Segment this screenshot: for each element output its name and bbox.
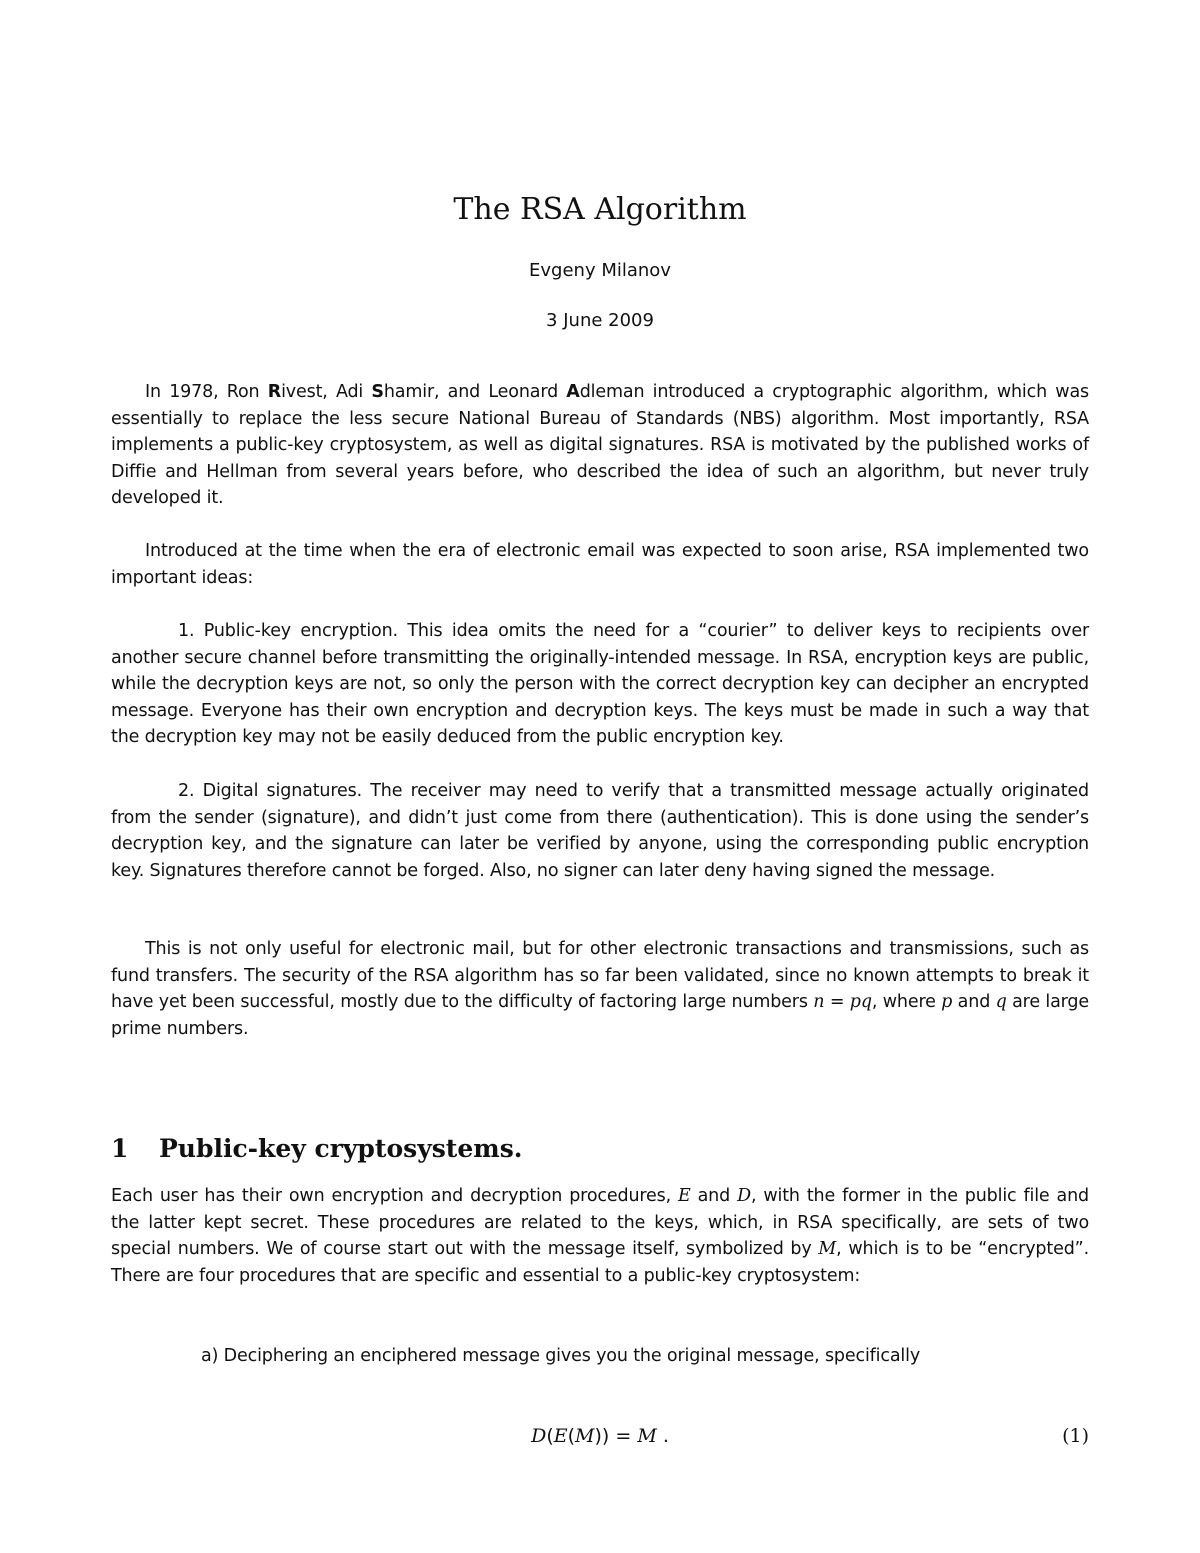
list-item-public-key-encryption: 1. Public-key encryption. This idea omits the need for a “courier” to deliver keys to recipients over another secure channel before transmitting the originally-intended message. In RSA, encryption keys are public, while the decryption keys are not, so only the person with the correct decryption key can decipher an encrypted message. Everyone has their own encryption and decryption keys. The keys must be made in such a way that the decryption key may not be easily deduced from the public encryption key.: [111, 621, 1089, 747]
publication-date: 3 June 2009: [546, 310, 654, 331]
section-heading: [111, 1132, 523, 1166]
list-item-a: a) Deciphering an enciphered message gives you the original message, specifically: [201, 1346, 921, 1366]
intro-paragraph-2: Introduced at the time when the era of electronic email was expected to soon arise, RSA implemented two important ideas:: [111, 541, 1089, 588]
equation-number: (1): [1062, 1425, 1089, 1447]
author-name: Evgeny Milanov: [529, 260, 671, 281]
section-paragraph-1: Each user has their own encryption and decryption procedures, E and D, with the former in the public file and the latter kept secret. These procedures are related to the keys, which, in RSA specifically, are sets of two special numbers. We of course start out with the message itself, symbolized by M, which is to be “encrypted”. There are four procedures that are specific and essential to a public-key cryptosystem:: [111, 1186, 1089, 1286]
section-title: Public-key cryptosystems.: [159, 1134, 523, 1163]
section-number: 1: [111, 1134, 129, 1163]
equation-1: D(E(M)) = M .: [531, 1425, 669, 1447]
paper-title: The RSA Algorithm: [453, 192, 747, 227]
intro-paragraph-1: In 1978, Ron Rivest, Adi Shamir, and Leonard Adleman introduced a cryptographic algorithm, which was essentially to replace the less secure National Bureau of Standards (NBS) algorithm. Most importantly, RSA implements a public-key cryptosystem, as well as digital signatures. RSA is motivated by the published works of Diffie and Hellman from several years before, who described the idea of such an algorithm, but never truly developed it.: [111, 382, 1090, 508]
intro-paragraph-3: This is not only useful for electronic mail, but for other electronic transactions and transmissions, such as fund transfers. The security of the RSA algorithm has so far been validated, since no known attempts to break it have yet been successful, mostly due to the difficulty of factoring large numbers n = pq, where p and q are large prime numbers.: [111, 939, 1089, 1039]
list-item-digital-signatures: 2. Digital signatures. The receiver may need to verify that a transmitted message actually originated from the sender (signature), and didn’t just come from there (authentication). This is done using the sender’s decryption key, and the signature can later be verified by anyone, using the corresponding public encryption key. Signatures therefore cannot be forged. Also, no signer can later deny having signed the message.: [111, 781, 1089, 881]
